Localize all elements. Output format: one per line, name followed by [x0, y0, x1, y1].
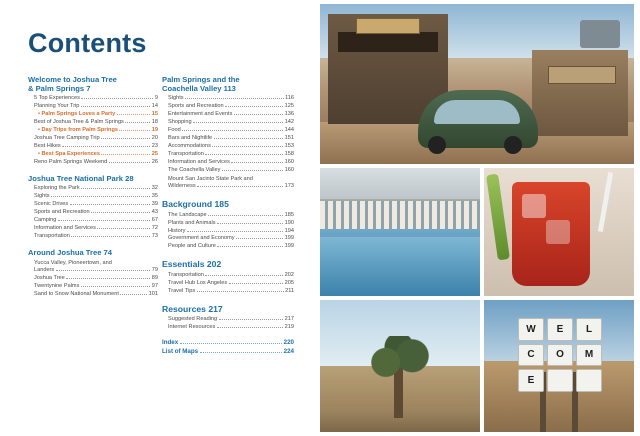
leader-dots [125, 122, 150, 123]
toc-column-left [28, 76, 158, 299]
sign-letter: M [576, 344, 602, 367]
toc-section-heading-joshua-tree-np[interactable] [28, 175, 158, 183]
toc-entry[interactable]: Transportation 73 [34, 232, 158, 239]
toc-entry[interactable]: Suggested Reading 217 [168, 316, 294, 323]
sign-letter-blank [547, 369, 573, 392]
heading-page: 185 [214, 199, 229, 210]
toc-entry[interactable]: Government and Economy 199 [168, 235, 294, 242]
toc-section-heading-resources[interactable] [162, 305, 294, 314]
toc-entry[interactable]: Information and Services 160 [168, 159, 294, 166]
leader-dots [205, 275, 283, 276]
toc-entry[interactable]: People and Culture 199 [168, 243, 294, 250]
toc-entry[interactable]: Entertainment and Events 136 [168, 111, 294, 118]
toc-entry[interactable]: Transportation 202 [168, 271, 294, 278]
saloon-sign-right [548, 66, 616, 84]
page-title: Contents [28, 28, 147, 58]
sign-letter: E [547, 318, 573, 341]
sign-letter: C [518, 344, 544, 367]
toc-entry[interactable]: Sports and Recreation 43 [34, 208, 158, 215]
sign-letter: E [518, 369, 544, 392]
toc-entry[interactable]: Information and Services 72 [34, 224, 158, 231]
toc-entry[interactable]: Travel Tips 211 [168, 287, 294, 294]
leader-dots [236, 238, 283, 239]
columns-region [320, 201, 480, 229]
toc-entry[interactable]: Best Hikes 23 [34, 143, 158, 150]
toc-entry[interactable]: 5 Top Experiences 9 [34, 95, 158, 102]
pool-water-region [320, 237, 480, 296]
leader-dots [187, 231, 283, 232]
leader-dots [117, 114, 151, 115]
heading-line1: Palm Springs and the [162, 75, 240, 84]
heading-line2: & Palm Springs [28, 83, 85, 93]
leader-dots [212, 146, 283, 147]
toc-entry-label-line2: Wilderness [168, 183, 196, 189]
toc-entry[interactable] [28, 259, 158, 275]
toc-entry-highlight[interactable]: • Palm Springs Loves a Party 15 [38, 111, 158, 118]
joshua-tree-desert-photo [320, 300, 480, 432]
toc-entry[interactable]: Sights 35 [34, 192, 158, 199]
right-photo-page [314, 0, 640, 436]
toc-entry[interactable]: Accommodations 153 [168, 143, 294, 150]
toc-section-heading-background[interactable] [162, 200, 294, 209]
leader-dots [225, 106, 283, 107]
toc-entry-label-line1: Yucca Valley, Pioneertown, and [34, 259, 112, 266]
ice-cubes [522, 194, 546, 218]
sign-letter: W [518, 318, 544, 341]
heading-line1: Essentials [162, 259, 205, 270]
heading-page: 113 [223, 83, 236, 93]
toc-entry-index[interactable]: Index 220 [162, 339, 294, 347]
toc-entry[interactable]: Sports and Recreation 125 [168, 103, 294, 110]
leader-dots [81, 286, 150, 287]
leader-dots [66, 278, 150, 279]
drink-straw [598, 172, 613, 232]
toc-entry[interactable]: Sand to Snow National Monument 101 [34, 290, 158, 297]
toc-entry[interactable]: Travel Hub Los Angeles 205 [168, 279, 294, 286]
welcome-sign-photo [484, 300, 634, 432]
toc-entry-list-of-maps[interactable]: List of Maps 224 [162, 348, 294, 356]
leader-dots [58, 220, 150, 221]
leader-dots [109, 162, 150, 163]
saloon-sign-left [356, 18, 420, 34]
toc-entry[interactable] [162, 175, 294, 191]
leader-dots [231, 162, 283, 163]
leader-dots [56, 270, 151, 271]
leader-dots [197, 291, 284, 292]
toc-entry[interactable]: Joshua Tree 89 [34, 274, 158, 281]
toc-entry[interactable]: Shopping 142 [168, 119, 294, 126]
leader-dots [208, 215, 283, 216]
toc-entry-label-line1: Mount San Jacinto State Park and [168, 176, 253, 183]
leader-dots [200, 352, 283, 353]
water-tank [580, 20, 620, 48]
bloody-mary-cocktail-photo [484, 168, 634, 296]
toc-entry[interactable]: History 194 [168, 227, 294, 234]
toc-entry[interactable]: Scenic Drives 39 [34, 200, 158, 207]
toc-section-heading-welcome[interactable] [28, 76, 158, 93]
leader-dots [219, 319, 284, 320]
toc-entry[interactable]: Internet Resources 219 [168, 324, 294, 331]
toc-entry[interactable]: Transportation 158 [168, 151, 294, 158]
toc-entry[interactable]: Joshua Tree Camping Trip 20 [34, 135, 158, 142]
leader-dots [81, 188, 150, 189]
heading-page: 7 [86, 83, 91, 93]
leader-dots [217, 223, 283, 224]
heading-line1: Background [162, 199, 213, 210]
toc-entry[interactable]: Plants and Animals 190 [168, 219, 294, 226]
leader-dots [71, 236, 150, 237]
leader-dots [182, 130, 283, 131]
leader-dots [91, 212, 150, 213]
leader-dots [197, 186, 283, 187]
saloon-building-right [532, 50, 628, 136]
heading-line2: Coachella Valley [162, 83, 222, 93]
vw-beetle-car [418, 90, 538, 148]
heading-line1: Around Joshua Tree [28, 247, 102, 257]
leader-dots [119, 130, 150, 131]
heading-line1: Welcome to Joshua Tree [28, 75, 117, 84]
toc-entry-highlight[interactable]: • Day Trips from Palm Springs 19 [38, 127, 158, 134]
left-text-page [0, 0, 312, 436]
leader-dots [97, 228, 150, 229]
leader-dots [180, 343, 283, 344]
toc-entry[interactable]: Sights 116 [168, 95, 294, 102]
leader-dots [229, 283, 283, 284]
leader-dots [120, 294, 147, 295]
toc-entry[interactable]: Best of Joshua Tree & Palm Springs 18 [34, 119, 158, 126]
heading-page: 74 [103, 247, 112, 257]
sign-letter: O [547, 344, 573, 367]
leader-dots [217, 246, 283, 247]
heading-page: 28 [125, 174, 134, 184]
leader-dots [62, 146, 150, 147]
saloon-vw-beetle-photo [320, 4, 634, 164]
toc-entry-page: 173 [284, 183, 294, 189]
leader-dots [205, 154, 283, 155]
toc-entry[interactable]: Reno Palm Springs Weekend 26 [34, 159, 158, 166]
leader-dots [217, 327, 283, 328]
sign-letter-blank [576, 369, 602, 392]
heading-line1: Joshua Tree National Park [28, 174, 123, 184]
leader-dots [214, 138, 284, 139]
toc-section-heading-essentials[interactable] [162, 260, 294, 269]
toc-entry[interactable]: Bars and Nightlife 151 [168, 135, 294, 142]
toc-entry[interactable]: Planning Your Trip 14 [34, 103, 158, 110]
heading-line1: Resources [162, 303, 206, 314]
toc-entry[interactable]: The Landscape 185 [168, 211, 294, 218]
leader-dots [222, 170, 283, 171]
toc-section-heading-palm-springs[interactable] [162, 76, 294, 93]
toc-section-heading-around-joshua-tree[interactable] [28, 249, 158, 257]
toc-entry[interactable]: Food 144 [168, 127, 294, 134]
leader-dots [51, 196, 150, 197]
heading-page: 217 [208, 303, 223, 314]
leader-dots [81, 98, 153, 99]
leader-dots [234, 114, 283, 115]
toc-entry-label-line2: Landers [34, 266, 55, 273]
welcome-letter-grid [518, 318, 602, 392]
celery-stalk [486, 174, 510, 261]
toc-entry[interactable]: The Coachella Valley 160 [168, 167, 294, 174]
toc-entry[interactable]: Twentynine Palms 97 [34, 282, 158, 289]
hotel-pool-photo [320, 168, 480, 296]
toc-entry[interactable]: Exploring the Park 32 [34, 185, 158, 192]
leader-dots [81, 106, 150, 107]
toc-entry-highlight[interactable]: • Best Spa Experiences 25 [38, 151, 158, 158]
toc-entry-page: 79 [151, 266, 158, 273]
joshua-tree-crown [366, 336, 432, 380]
sign-letter: L [576, 318, 602, 341]
toc-entry[interactable]: Camping 67 [34, 216, 158, 223]
leader-dots [185, 98, 284, 99]
toc-column-right [162, 76, 294, 357]
leader-dots [193, 122, 283, 123]
heading-page: 202 [206, 259, 222, 270]
leader-dots [101, 138, 150, 139]
leader-dots [101, 154, 150, 155]
leader-dots [70, 204, 151, 205]
